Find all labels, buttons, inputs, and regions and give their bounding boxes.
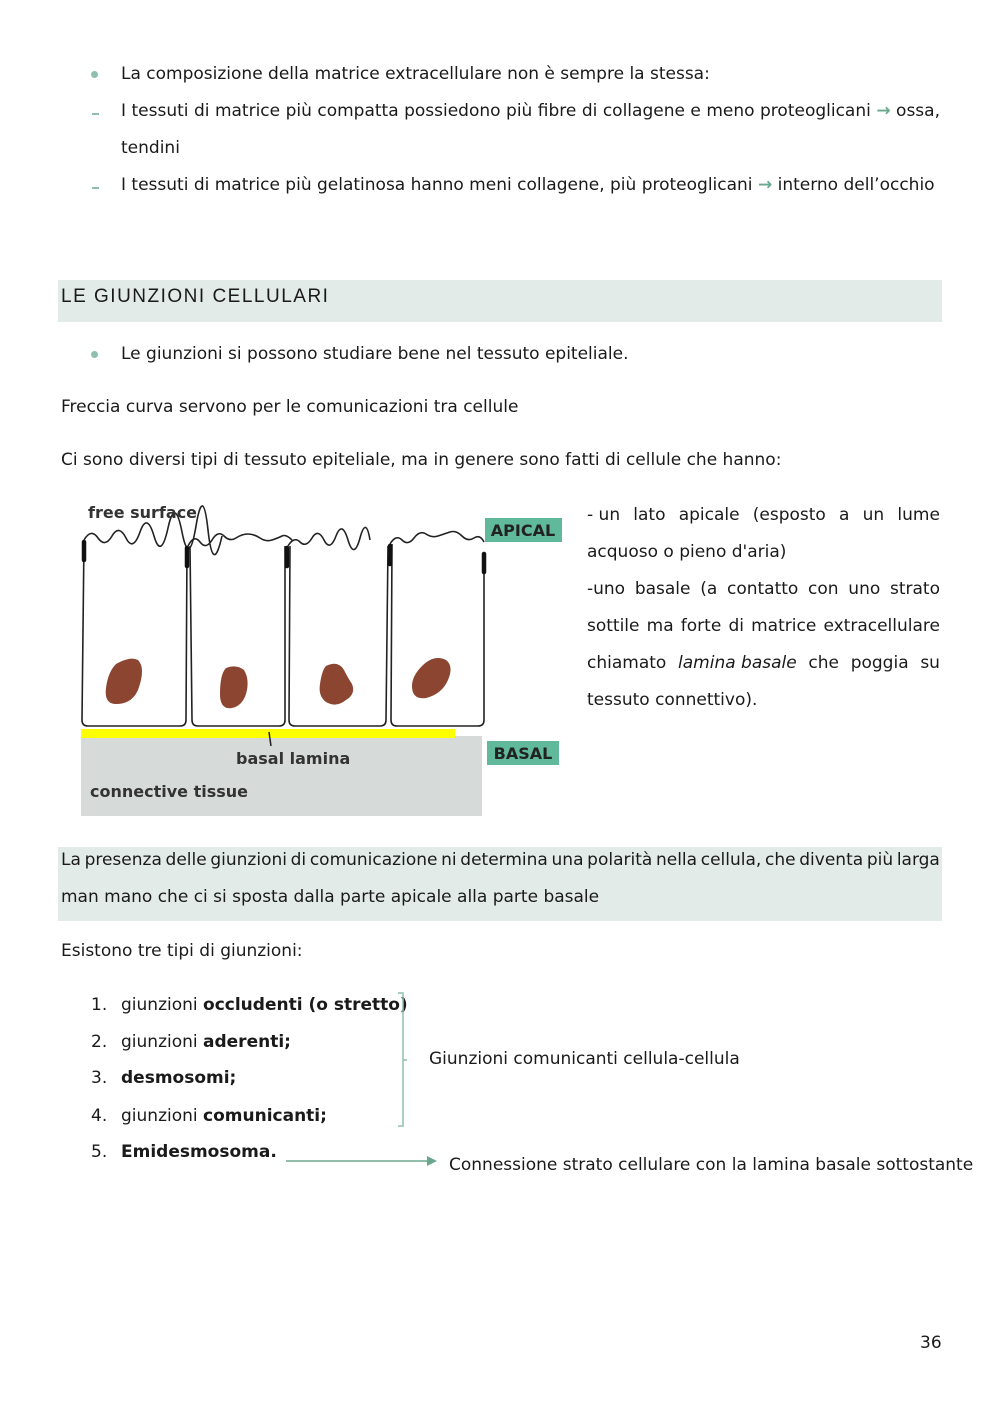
paragraph-1: Freccia curva servono per le comunicazioni tra cellule <box>61 397 519 417</box>
word: e <box>690 101 701 121</box>
word: ni <box>441 850 457 870</box>
cell-outline-1 <box>82 540 187 726</box>
basal-lamina-label: basal lamina <box>236 749 351 768</box>
junction-prefix: giunzioni <box>121 1106 204 1126</box>
intro-bullet: Le giunzioni si possono studiare bene nel tessuto epiteliale. <box>121 344 629 364</box>
junction-item <box>121 1032 291 1052</box>
arrow-right-icon: → <box>757 175 773 195</box>
list-item-1-line-1 <box>121 101 940 121</box>
bullet-dot <box>91 351 98 358</box>
arrow-note: Connessione strato cellulare con la lamina basale sottostante <box>449 1155 974 1175</box>
word: lume <box>897 505 940 525</box>
lamina-basale-term: lamina basale <box>678 653 797 673</box>
word: collagene <box>602 101 685 121</box>
description-word: che <box>808 653 839 673</box>
apical-label: APICAL <box>490 521 556 540</box>
tight-junction-marks <box>84 542 484 572</box>
word: larga <box>896 850 940 870</box>
word: di <box>728 616 744 636</box>
word: contatto <box>726 579 799 599</box>
word: strato <box>889 579 940 599</box>
bullet-dot <box>91 71 98 78</box>
description-row-2: acquoso o pieno d'aria) <box>587 542 787 562</box>
word: proteoglicani <box>760 101 871 121</box>
word: polarità <box>587 850 653 870</box>
word: ossa, <box>896 101 940 121</box>
list-item-2 <box>121 175 935 195</box>
word: compatta <box>317 101 399 121</box>
word: lato <box>633 505 666 525</box>
junction-item <box>121 995 408 1015</box>
word: più <box>506 101 533 121</box>
word: nella <box>655 850 698 870</box>
word: che <box>765 850 796 870</box>
word: delle <box>165 850 207 870</box>
bullet-text: La composizione della matrice extracellulare non è sempre la stessa: <box>121 64 710 84</box>
nucleus <box>106 659 142 704</box>
junction-prefix: giunzioni <box>121 995 204 1015</box>
page-number: 36 <box>920 1333 942 1353</box>
word: sottile <box>587 616 640 636</box>
description-word: chiamato <box>587 653 667 673</box>
word: uno <box>848 579 881 599</box>
junction-item <box>121 1068 236 1088</box>
junction-number: 3. <box>91 1068 108 1088</box>
description-row-4 <box>587 608 940 645</box>
junction-number: 5. <box>91 1142 108 1162</box>
arrow-connector <box>285 1153 440 1169</box>
list-item-2-result: interno dell’occhio <box>777 175 935 195</box>
word: ma <box>646 616 674 636</box>
word: forte <box>680 616 722 636</box>
word: cellula, <box>700 850 762 870</box>
word: giunzioni <box>210 850 287 870</box>
word: I <box>121 101 127 121</box>
word: matrice <box>751 616 817 636</box>
brace-note: Giunzioni comunicanti cellula-cellula <box>429 1049 740 1069</box>
junction-name: aderenti; <box>203 1032 291 1052</box>
nucleus <box>412 658 451 698</box>
word: (esposto <box>752 505 826 525</box>
word: (a <box>700 579 718 599</box>
description-row-1 <box>587 497 940 534</box>
junction-name: occludenti (o stretto) <box>203 995 408 1015</box>
word: -uno <box>587 579 626 599</box>
description-row-5 <box>587 645 940 682</box>
junction-item <box>121 1142 277 1162</box>
paragraph-2: Ci sono diversi tipi di tessuto epiteliale, ma in genere sono fatti di cellule che hanno: <box>61 450 782 470</box>
dash-marker <box>92 113 99 115</box>
word: extracellulare <box>823 616 940 636</box>
nuclei <box>106 658 451 708</box>
free-surface-label: free surface <box>88 503 198 522</box>
list-item-2-text: I tessuti di matrice più gelatinosa hanno meni collagene, più proteoglicani <box>121 175 753 195</box>
word: apicale <box>678 505 740 525</box>
nucleus <box>320 664 354 705</box>
junction-name: Emidesmosoma. <box>121 1142 277 1162</box>
cell-outline-4 <box>391 544 484 726</box>
word: fibre <box>537 101 577 121</box>
word: di <box>581 101 598 121</box>
word: con <box>808 579 839 599</box>
word: La <box>61 850 81 870</box>
word: una <box>551 850 584 870</box>
word: più <box>285 101 312 121</box>
arrow-right-icon: → <box>876 101 891 121</box>
junction-number: 4. <box>91 1106 108 1126</box>
word: possiedono <box>404 101 501 121</box>
junction-number: 2. <box>91 1032 108 1052</box>
description-word: su <box>920 653 940 673</box>
word: di <box>290 850 307 870</box>
word: determina <box>460 850 548 870</box>
basal-lamina-band <box>81 729 455 738</box>
word: basale <box>634 579 691 599</box>
highlight-line-1 <box>61 850 940 870</box>
junction-prefix: giunzioni <box>121 1032 204 1052</box>
highlight-line-2: man mano che ci si sposta dalla parte apicale alla parte basale <box>61 887 600 907</box>
word: tessuti <box>131 101 189 121</box>
word: diventa <box>799 850 864 870</box>
word: un <box>862 505 885 525</box>
word: a <box>839 505 850 525</box>
description-row-6: tessuto connettivo). <box>587 690 758 710</box>
nucleus <box>220 666 248 708</box>
section-heading: LE GIUNZIONI CELLULARI <box>61 286 330 307</box>
description-row-3 <box>587 571 940 608</box>
word: matrice <box>214 101 281 121</box>
basal-label: BASAL <box>493 744 553 763</box>
junction-number: 1. <box>91 995 108 1015</box>
connective-tissue-label: connective tissue <box>90 782 248 801</box>
junction-name: desmosomi; <box>121 1068 237 1088</box>
connective-tissue-region <box>81 736 482 816</box>
figure-description <box>587 497 940 719</box>
word: presenza <box>84 850 162 870</box>
description-word: poggia <box>850 653 909 673</box>
junction-item <box>121 1106 327 1126</box>
word: di <box>193 101 210 121</box>
list-intro: Esistono tre tipi di giunzioni: <box>61 941 303 961</box>
word: comunicazione <box>309 850 438 870</box>
word: meno <box>706 101 755 121</box>
list-item-1-line-2: tendini <box>121 138 180 158</box>
word: - un <box>587 505 621 525</box>
brace-bracket <box>396 990 410 1132</box>
dash-marker <box>92 187 99 189</box>
junction-name: comunicanti; <box>203 1106 327 1126</box>
word: più <box>866 850 894 870</box>
epithelium-figure <box>76 498 566 820</box>
